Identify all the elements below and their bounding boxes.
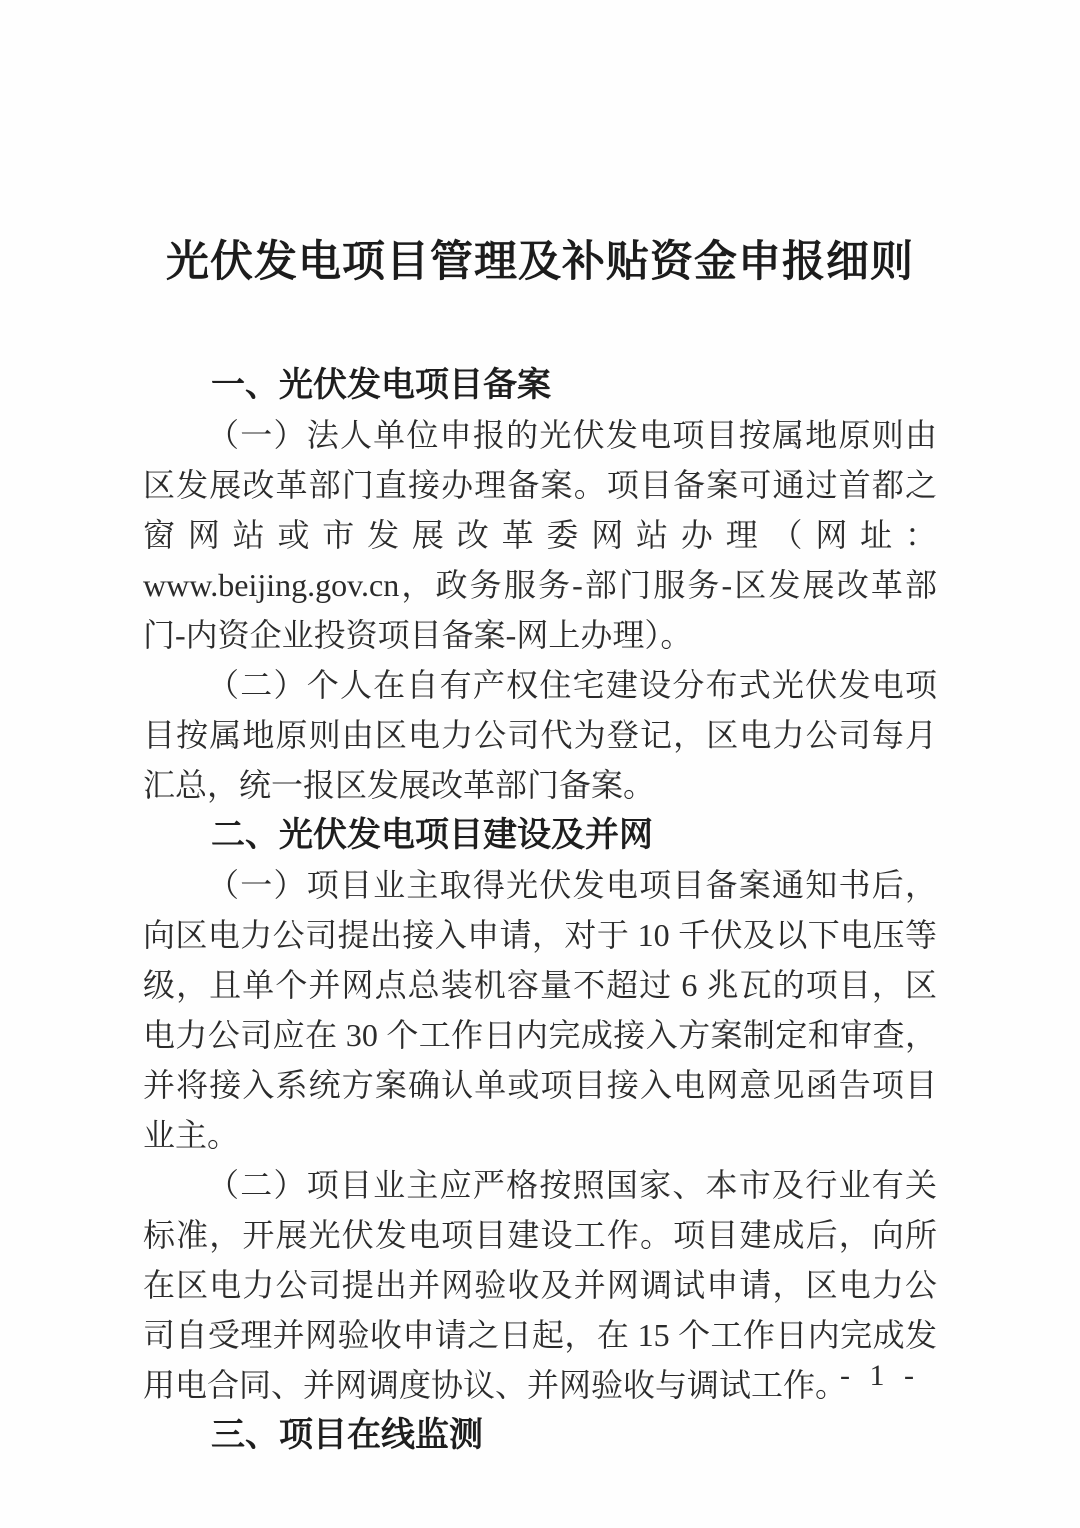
sections-container — [143, 360, 937, 1460]
document-title: 光伏发电项目管理及补贴资金申报细则 — [166, 238, 914, 286]
section-heading: 一、光伏发电项目备案 — [211, 366, 551, 404]
page-number: - 1 - — [840, 1359, 920, 1392]
paragraph: （二）个人在自有产权住宅建设分布式光伏发电项目按属地原则由区电力公司代为登记，区电力公司每月汇总，统一报区发展改革部门备案。 — [143, 667, 937, 803]
section-heading: 二、光伏发电项目建设及并网 — [211, 816, 653, 854]
section-heading: 三、项目在线监测 — [211, 1416, 483, 1454]
paragraph: （二）项目业主应严格按照国家、本市及行业有关标准，开展光伏发电项目建设工作。项目建成后，向所在区电力公司提出并网验收及并网调试申请，区电力公司自受理并网验收申请之日起，在 15 个工作日内完成发用电合同、并网调度协议、并网验收与调试工作。 — [143, 1167, 937, 1403]
paragraph: （一）法人单位申报的光伏发电项目按属地原则由区发展改革部门直接办理备案。项目备案可通过首都之窗网站或市发展改革委网站办理（网址：www.beijing.gov.cn，政务服务-部门服务-区发展改革部门-内资企业投资项目备案-网上办理）。 — [143, 417, 937, 653]
document-body — [143, 234, 937, 1460]
paragraph: （一）项目业主取得光伏发电项目备案通知书后，向区电力公司提出接入申请，对于 10 千伏及以下电压等级，且单个并网点总装机容量不超过 6 兆瓦的项目，区电力公司应在 30 个工作日内完成接入方案制定和审查，并将接入系统方案确认单或项目接入电网意见函告项目业主。 — [143, 867, 937, 1153]
